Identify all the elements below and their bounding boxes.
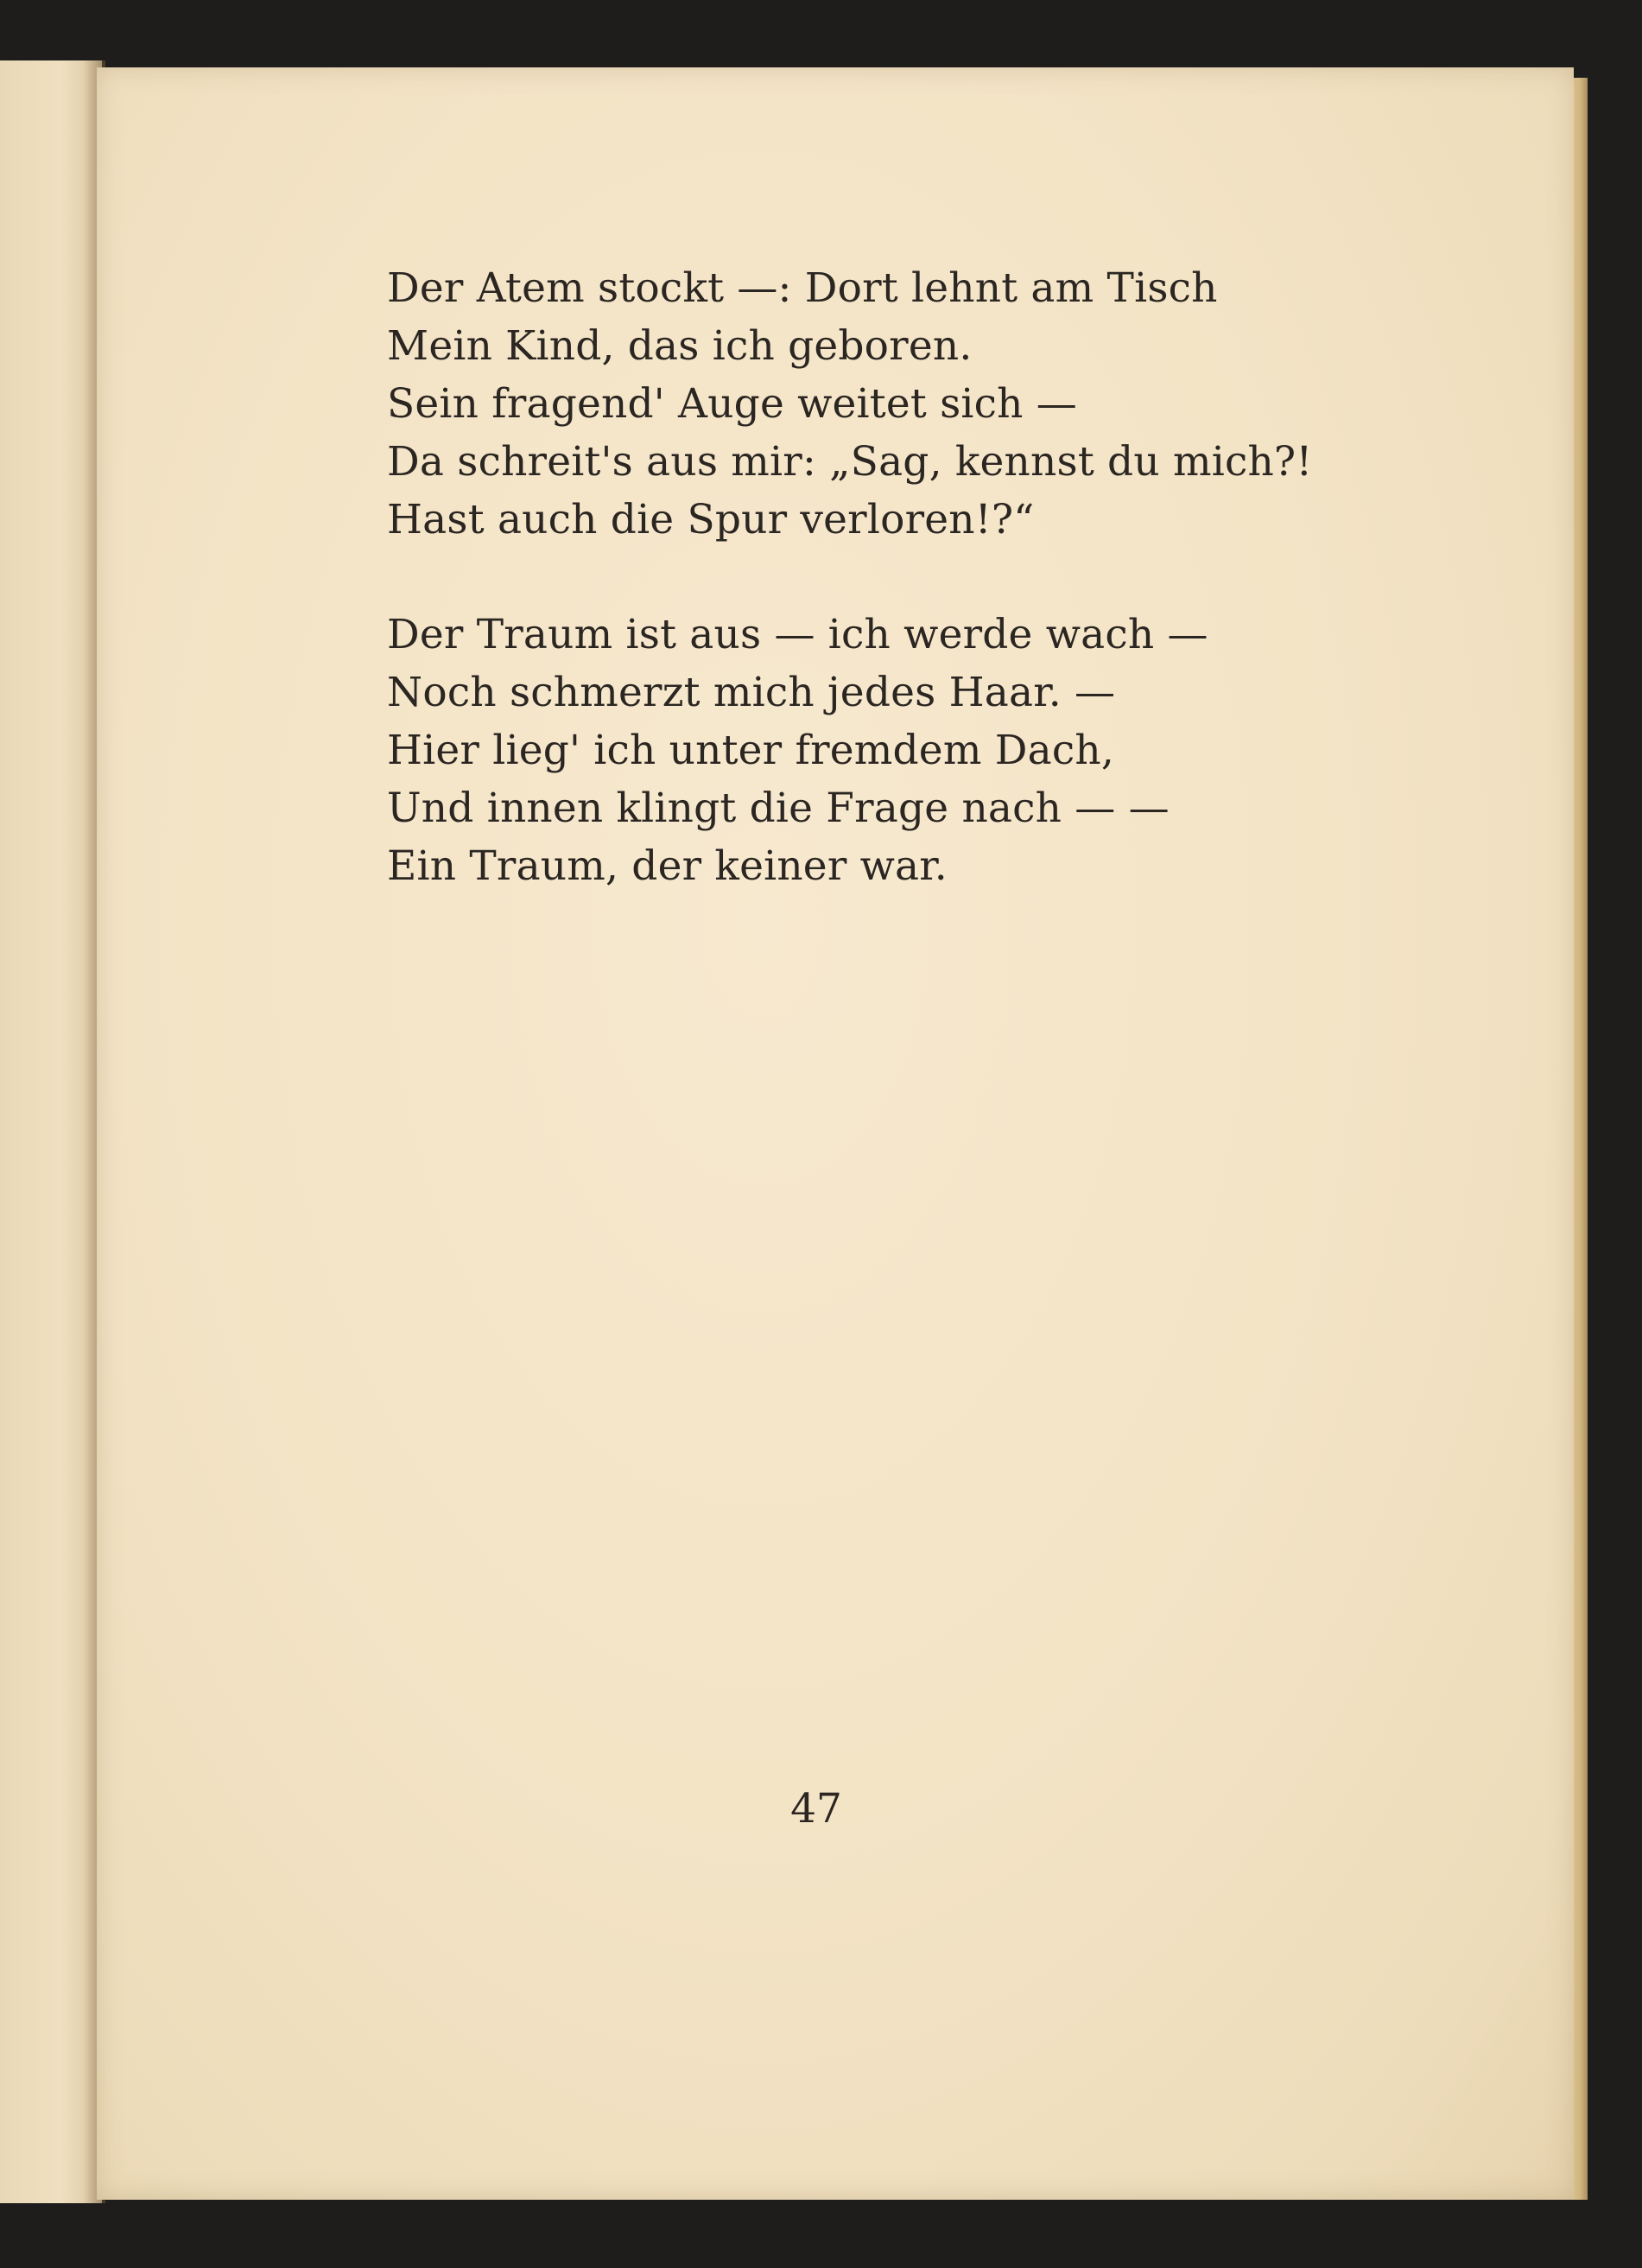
poem-line: Und innen klingt die Frage nach — — — [387, 785, 1170, 832]
poem-line: Hast auch die Spur verloren!?“ — [387, 496, 1035, 543]
poem-line: Mein Kind, das ich geboren. — [387, 322, 973, 370]
page-stack-edge — [1574, 78, 1588, 2200]
page-number: 47 — [790, 1785, 842, 1833]
poem-line: Der Traum ist aus — ich werde wach — — [387, 611, 1208, 658]
stanza-1 — [387, 259, 1337, 549]
poem-line: Ein Traum, der keiner war. — [387, 842, 948, 890]
poem-line: Hier lieg' ich unter fremdem Dach, — [387, 727, 1114, 774]
poem — [387, 259, 1337, 952]
poem-line: Da schreit's aus mir: „Sag, kennst du mich?! — [387, 438, 1313, 486]
poem-line: Der Atem stockt —: Dort lehnt am Tisch — [387, 264, 1218, 312]
poem-line: Sein fragend' Auge weitet sich — — [387, 380, 1077, 428]
stanza-2 — [387, 606, 1337, 895]
poem-line: Noch schmerzt mich jedes Haar. — — [387, 669, 1116, 716]
